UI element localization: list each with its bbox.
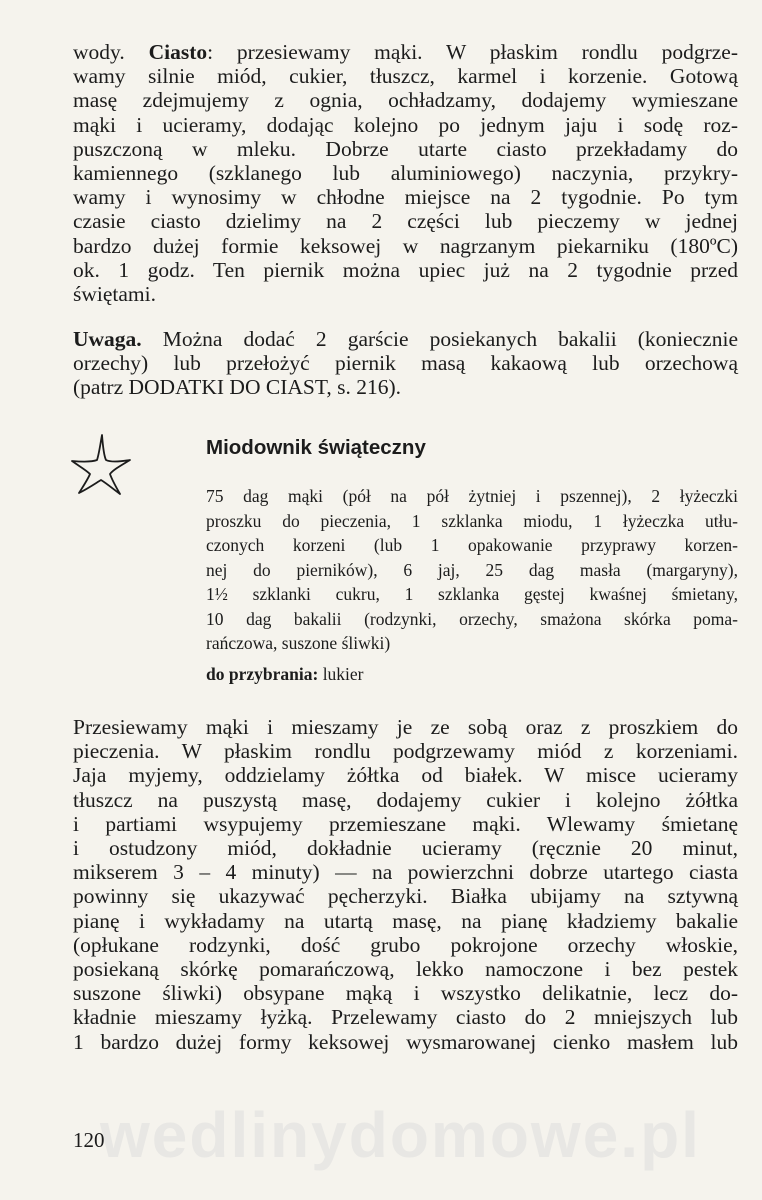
- text-line: suszone śliwki) obsypane mąką i wszystko delikatnie, lecz do-: [73, 981, 738, 1006]
- ingredient-line: rańczowa, suszone śliwki): [206, 633, 391, 653]
- text-line: posiekaną skórkę pomarańczową, lekko namoczone i bez pestek: [73, 957, 738, 982]
- text-line: wamy i wynosimy w chłodne miejsce na 2 tygodnie. Po tym: [73, 185, 738, 210]
- ingredient-line: proszku do pieczenia, 1 szklanka miodu, 1 łyżeczka utłu-: [206, 510, 738, 531]
- text-line: puszczoną w mleku. Dobrze utarte ciasto przekładamy do: [73, 136, 738, 161]
- ingredient-line: 10 dag bakalii (rodzynki, orzechy, smażona skórka poma-: [206, 608, 738, 629]
- text-line: Jaja myjemy, oddzielamy żółtka od białek. W misce ucieramy: [73, 763, 738, 788]
- text-line: Przesiewamy mąki i mieszamy je ze sobą oraz z proszkiem do: [73, 715, 738, 739]
- ingredient-line: nej do pierników), 6 jaj, 25 dag masła (margaryny),: [206, 559, 738, 580]
- text-line: mikserem 3 – 4 minuty) — na powierzchni dobrze utartego ciasta: [73, 860, 738, 885]
- note-label: Uwaga.: [73, 327, 142, 351]
- text-line: [73, 327, 738, 351]
- method-paragraph: [73, 715, 738, 1054]
- text-line: pieczenia. W płaskim rondlu podgrzewamy miód z korzeniami.: [73, 739, 738, 764]
- ingredient-line: czonych korzeni (lub 1 opakowanie przyprawy korzen-: [206, 535, 738, 555]
- text-line: mąki i ucieramy, dodając kolejno po jednym jaju i sodę roz-: [73, 112, 738, 137]
- text-line: [73, 40, 738, 64]
- star-outline-icon: [70, 432, 132, 496]
- line-text: : przesiewamy mąki. W płaskim rondlu podgrze-: [207, 40, 738, 64]
- ingredient-line: 1½ szklanki cukru, 1 szklanka gęstej kwaśnej śmietany,: [206, 584, 738, 604]
- line-text: Można dodać 2 garście posiekanych bakalii (koniecznie: [141, 327, 738, 351]
- text-line: świętami.: [73, 282, 156, 307]
- text-line: masę zdejmujemy z ognia, ochładzamy, dodajemy wymieszane: [73, 88, 738, 113]
- ingredient-line: 75 dag mąki (pół na pół żytniej i pszennej), 2 łyżeczki: [206, 486, 738, 506]
- text-line: czasie ciasto dzielimy na 2 części lub pieczemy w jednej: [73, 209, 738, 234]
- text-line: (opłukane rodzynki, dość grubo pokrojone orzechy włoskie,: [73, 932, 738, 957]
- text-line: 1 bardzo dużej formy keksowej wysmarowanej cienko masłem lub: [73, 1029, 738, 1054]
- ingredients-list: [206, 484, 738, 656]
- garnish-label: do przybrania:: [206, 664, 319, 684]
- ciasto-label: Ciasto: [148, 40, 208, 64]
- top-paragraph: [73, 40, 738, 306]
- text-line: bardzo dużej formie keksowej w nagrzanym piekarniku (180ºC): [73, 233, 738, 258]
- text-line: kamiennego (szklanego lub aluminiowego) naczynia, przykry-: [73, 161, 738, 186]
- text-line: i ostudzony miód, dokładnie ucieramy (ręcznie 20 minut,: [73, 836, 738, 861]
- recipe-title: Miodownik świąteczny: [206, 436, 426, 459]
- watermark: wedlinydomowe.pl: [100, 1099, 701, 1171]
- text-line: powinny się ukazywać pęcherzyki. Białka ubijamy na sztywną: [73, 884, 738, 909]
- text-line: ok. 1 godz. Ten piernik można upiec już na 2 tygodnie przed: [73, 257, 738, 282]
- text-line: (patrz DODATKI DO CIAST, s. 216).: [73, 375, 402, 400]
- text-line: pianę i wykładamy na utartą masę, na pianę kładziemy bakalie: [73, 908, 738, 933]
- text-line: i partiami wsypujemy przemieszane mąki. Wlewamy śmietanę: [73, 811, 738, 836]
- garnish-line: [206, 662, 364, 686]
- line-text: wody.: [73, 40, 149, 64]
- text-line: wamy silnie miód, cukier, tłuszcz, karmel i korzenie. Gotową: [73, 64, 738, 89]
- text-line: orzechy) lub przełożyć piernik masą kakaową lub orzechową: [73, 351, 738, 376]
- garnish-value: lukier: [318, 664, 364, 684]
- note-paragraph: [73, 327, 738, 400]
- text-line: kładnie mieszamy łyżką. Przelewamy ciasto do 2 mniejszych lub: [73, 1005, 738, 1030]
- text-line: tłuszcz na puszystą masę, dodajemy cukier i kolejno żółtka: [73, 787, 738, 812]
- page-number: 120: [73, 1128, 105, 1152]
